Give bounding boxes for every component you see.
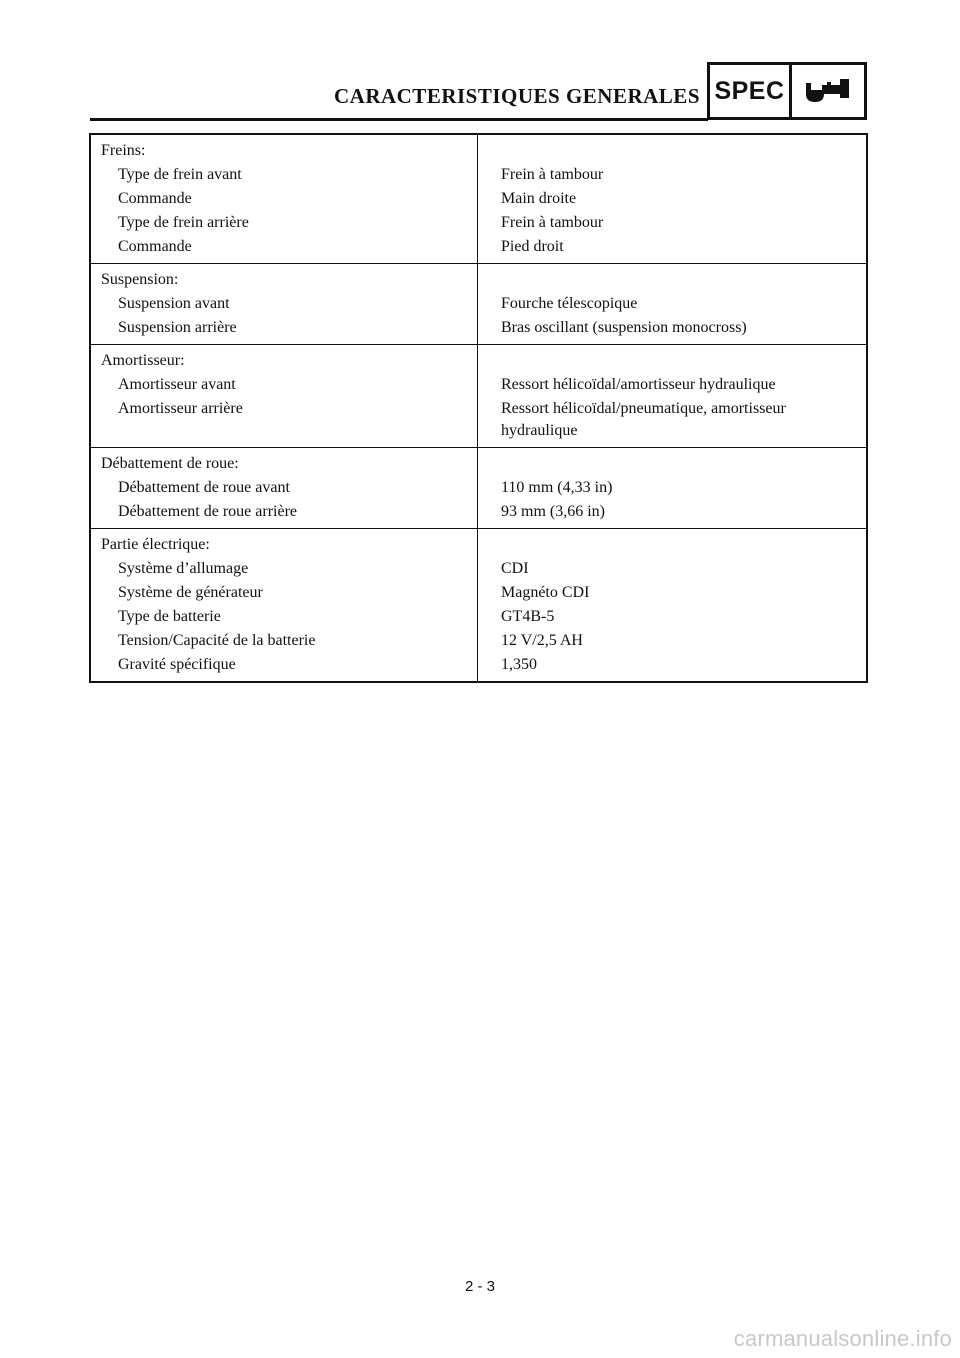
spec-row — [91, 476, 866, 500]
spec-section — [91, 447, 866, 528]
spec-label-cell: Suspension arrière — [118, 319, 237, 336]
spec-table — [89, 133, 868, 683]
spec-label-cell: Gravité spécifique — [118, 656, 236, 673]
spec-row — [91, 629, 866, 653]
spec-value-cell: Bras oscillant (suspension monocross) — [501, 319, 747, 336]
spec-badge — [707, 62, 867, 120]
spec-label-cell: Amortisseur avant — [118, 376, 236, 393]
spec-label-cell: Système de générateur — [118, 584, 263, 601]
spec-label-cell: Débattement de roue arrière — [118, 503, 298, 520]
spec-value-cell: GT4B-5 — [501, 608, 555, 625]
spec-value-cell: Frein à tambour — [501, 166, 604, 183]
spec-row — [91, 605, 866, 629]
spec-value-cell: 12 V/2,5 AH — [501, 632, 583, 649]
spec-row — [91, 500, 866, 524]
spec-row — [91, 211, 866, 235]
page-number: 2 - 3 — [464, 1278, 495, 1295]
spec-value-cell: Main droite — [501, 190, 577, 207]
spec-value-cell: 110 mm (4,33 in) — [501, 479, 613, 496]
spec-label-cell: Suspension avant — [118, 295, 230, 312]
spec-value-cell: CDI — [501, 560, 529, 577]
section-title: Partie électrique: — [101, 536, 210, 553]
spec-row — [91, 557, 866, 581]
spec-section — [91, 528, 866, 681]
spec-row — [91, 653, 866, 677]
page-title: CARACTERISTIQUES GENERALES — [333, 84, 700, 108]
spec-row — [91, 187, 866, 211]
section-title: Freins: — [101, 142, 146, 159]
spec-row — [91, 292, 866, 316]
spec-section — [91, 263, 866, 344]
spec-row — [91, 235, 866, 259]
spec-row — [91, 397, 866, 443]
spec-section — [91, 135, 866, 263]
spec-value-cell: Magnéto CDI — [501, 584, 590, 601]
spec-value-cell: 1,350 — [501, 656, 537, 673]
section-title: Amortisseur: — [101, 352, 185, 369]
spec-row — [91, 581, 866, 605]
spec-label-cell: Type de frein arrière — [118, 214, 249, 231]
spec-label-cell: Commande — [118, 238, 192, 255]
spec-value-cell: Ressort hélicoïdal/amortisseur hydraulique — [501, 376, 776, 393]
spec-row — [91, 316, 866, 340]
header-rule — [90, 118, 708, 121]
spec-value-cell: Pied droit — [501, 238, 564, 255]
spec-label-cell: Système d’allumage — [118, 560, 249, 577]
spec-label-cell: Amortisseur arrière — [118, 400, 243, 417]
spec-value-cell: 93 mm (3,66 in) — [501, 503, 605, 520]
spec-value-cell: Fourche télescopique — [501, 295, 638, 312]
spec-label-cell: Débattement de roue avant — [118, 479, 290, 496]
spec-label-cell: Tension/Capacité de la batterie — [118, 632, 316, 649]
spec-label-cell: Commande — [118, 190, 192, 207]
spec-value-cell: Ressort hélicoïdal/pneumatique, amortisseur hydraulique — [501, 400, 786, 439]
wrench-icon — [792, 65, 864, 117]
spec-label-cell: Type de frein avant — [118, 166, 242, 183]
spec-label-cell: Type de batterie — [118, 608, 221, 625]
spec-value-cell: Frein à tambour — [501, 214, 604, 231]
spec-section — [91, 344, 866, 447]
spec-row — [91, 163, 866, 187]
spec-label: SPEC — [710, 65, 792, 117]
section-title: Suspension: — [101, 271, 179, 288]
watermark: carmanualsonline.info — [733, 1326, 952, 1351]
spec-row — [91, 373, 866, 397]
section-title: Débattement de roue: — [101, 455, 239, 472]
